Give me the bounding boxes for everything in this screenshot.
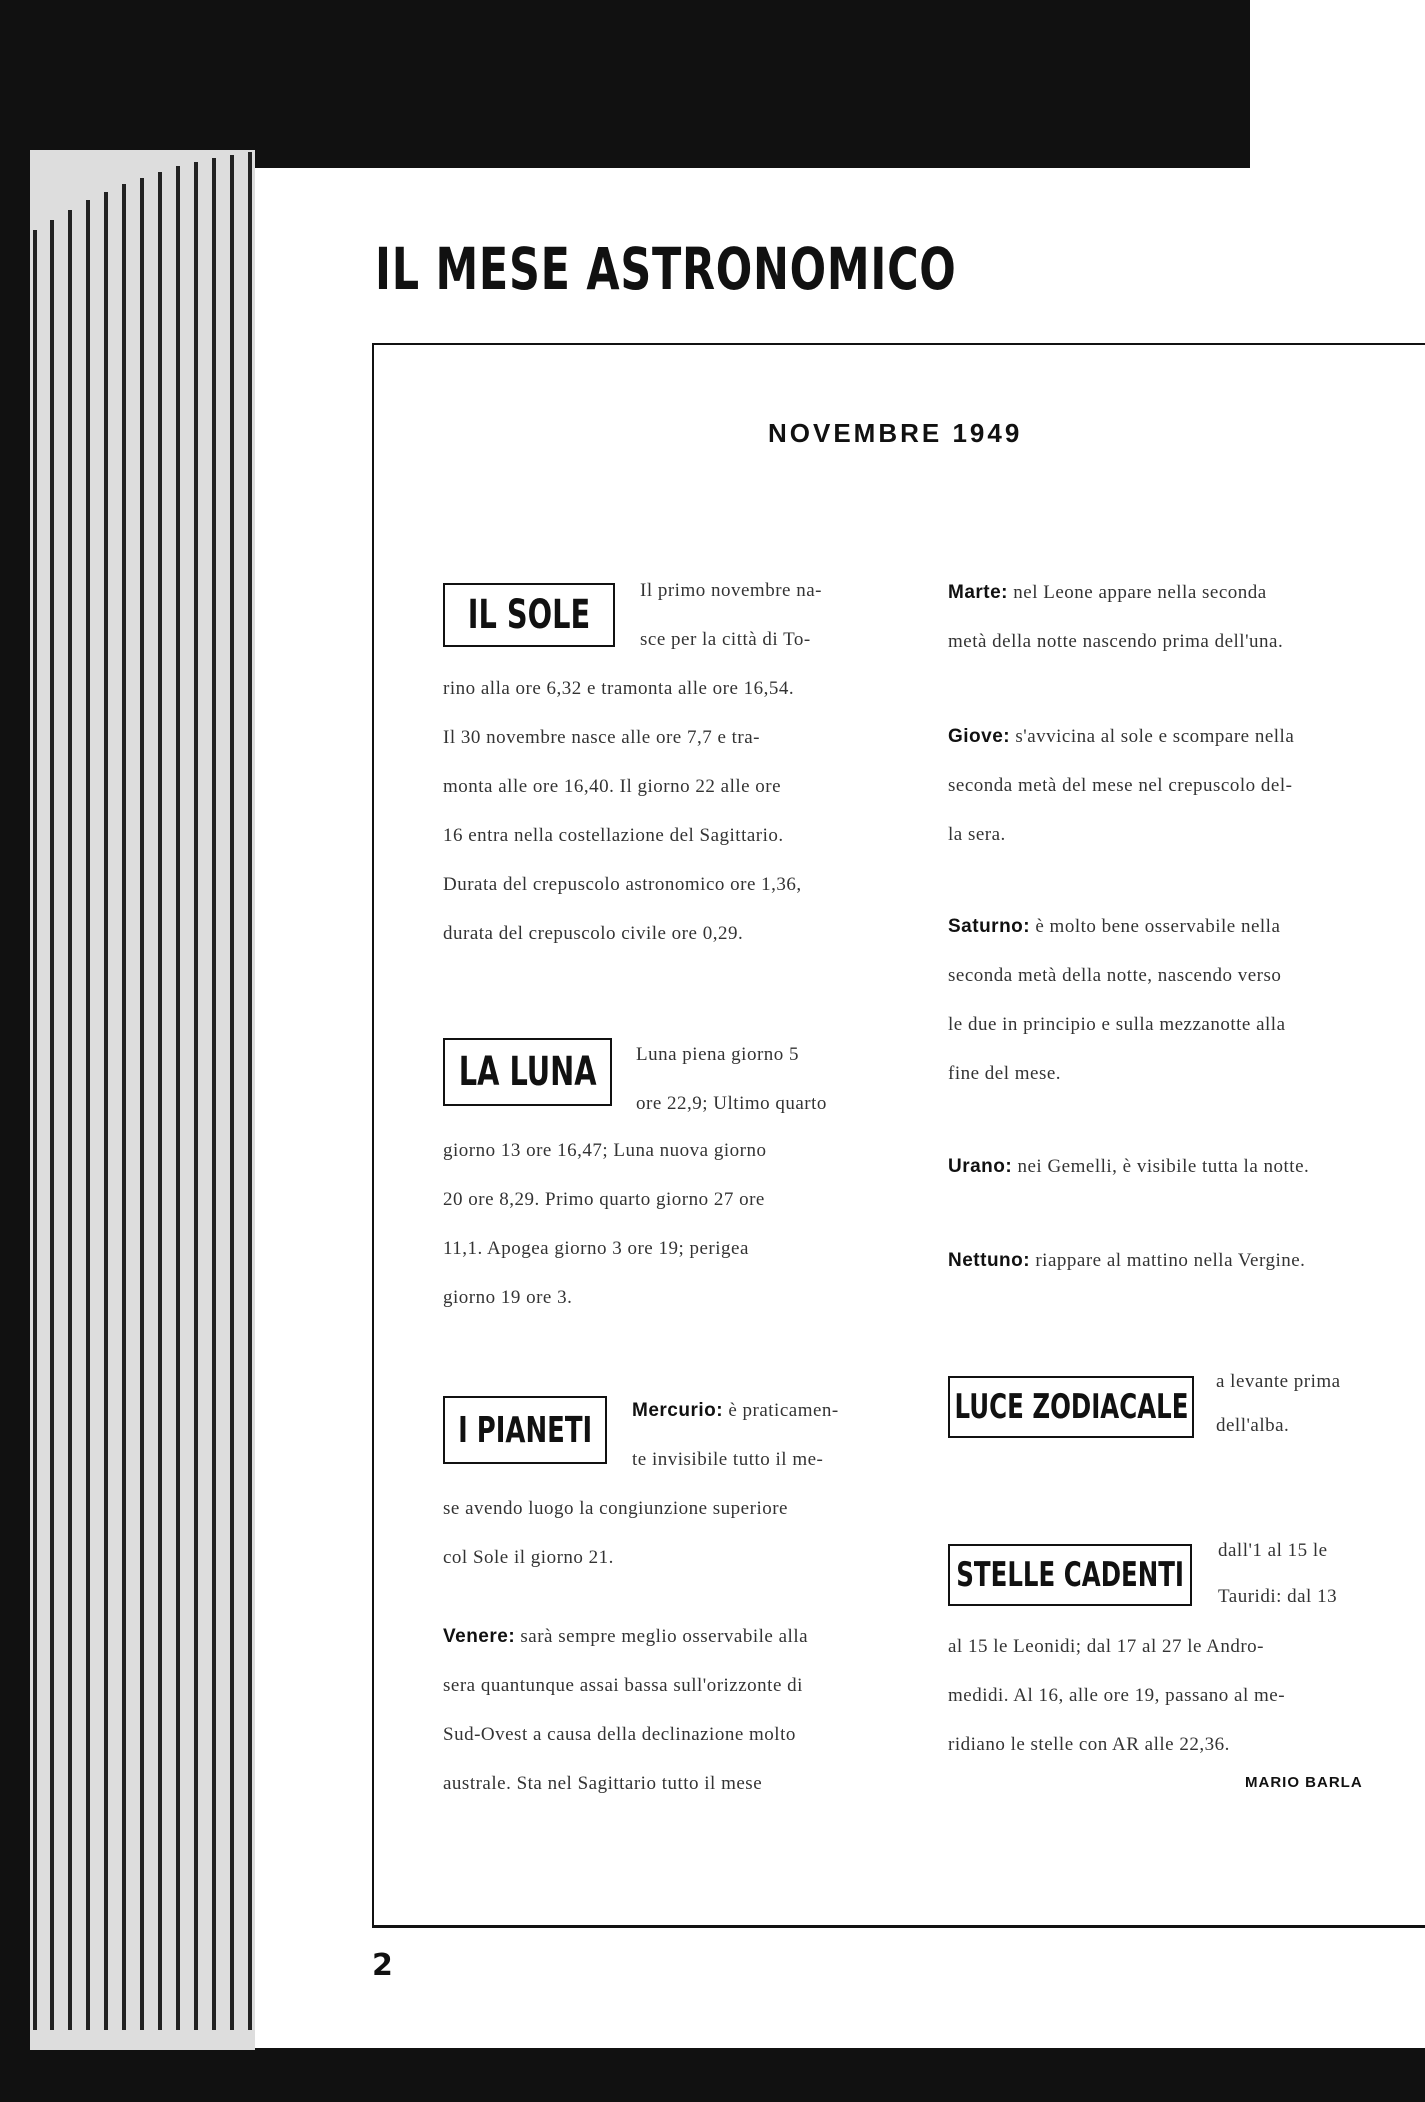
heading-stelle-cadenti: STELLE CADENTI — [948, 1544, 1192, 1606]
heading-il-sole: IL SOLE — [443, 583, 615, 647]
mercurio-text-2: se avendo luogo la congiunzione superiore col Sole il giorno 21. — [443, 1498, 788, 1568]
luna-text-1: Luna piena giorno 5 ore 22,9; Ultimo quarto — [636, 1044, 827, 1114]
nettuno-text: Nettuno: riappare al mattino nella Vergine. — [948, 1250, 1306, 1271]
stelle-text-2: al 15 le Leonidi; dal 17 al 27 le Andro- medidi. Al 16, alle ore 19, passano al me- ridiano le stelle con AR alle 22,36. — [948, 1636, 1286, 1755]
marte-text: Marte: nel Leone appare nella seconda metà della notte nascendo prima dell'una. — [948, 582, 1284, 652]
page-number: 2 — [372, 1948, 393, 1983]
page-title: IL MESE ASTRONOMICO — [375, 235, 957, 303]
heading-la-luna: LA LUNA — [443, 1038, 612, 1106]
book-page-edges — [30, 150, 255, 2050]
month-heading: NOVEMBRE 1949 — [768, 418, 1023, 448]
urano-text: Urano: nei Gemelli, è visibile tutta la notte. — [948, 1156, 1310, 1177]
venere-text: Venere: sarà sempre meglio osservabile alla sera quantunque assai bassa sull'orizzonte di Sud-Ovest a causa della declinazione molto australe. Sta nel Sagittario tutto il mese — [443, 1626, 809, 1794]
mercurio-text-1: Mercurio: è praticamen- te invisibile tutto il me- — [632, 1400, 839, 1470]
saturno-text: Saturno: è molto bene osservabile nella seconda metà della notte, nascendo verso le due in principio e sulla mezzanotte alla fine del mese. — [948, 916, 1286, 1084]
luce-text: a levante prima dell'alba. — [1216, 1371, 1341, 1436]
luna-text-2: giorno 13 ore 16,47; Luna nuova giorno 20 ore 8,29. Primo quarto giorno 27 ore 11,1. Apogea giorno 3 ore 19; perigea giorno 19 ore 3. — [443, 1140, 767, 1308]
stelle-text-1: dall'1 al 15 le Tauridi: dal 13 — [1218, 1540, 1338, 1607]
sole-text-2: rino alla ore 6,32 e tramonta alle ore 16,54. Il 30 novembre nasce alle ore 7,7 e tra- monta alle ore 16,40. Il giorno 22 alle ore 16 entra nella costellazione del Sagittario. Durata del crepuscolo astronomico ore 1,36, durata del crepuscolo civile ore 0,29. — [443, 678, 802, 944]
giove-text: Giove: s'avvicina al sole e scompare nella seconda metà del mese nel crepuscolo del- la sera. — [948, 726, 1295, 845]
sole-text-1: Il primo novembre na- sce per la città di To- — [640, 580, 822, 650]
scan-white-corner — [1250, 0, 1425, 170]
heading-luce-zodiacale: LUCE ZODIACALE — [948, 1376, 1194, 1438]
heading-i-pianeti: I PIANETI — [443, 1396, 607, 1464]
author-signature: MARIO BARLA — [1245, 1774, 1363, 1791]
